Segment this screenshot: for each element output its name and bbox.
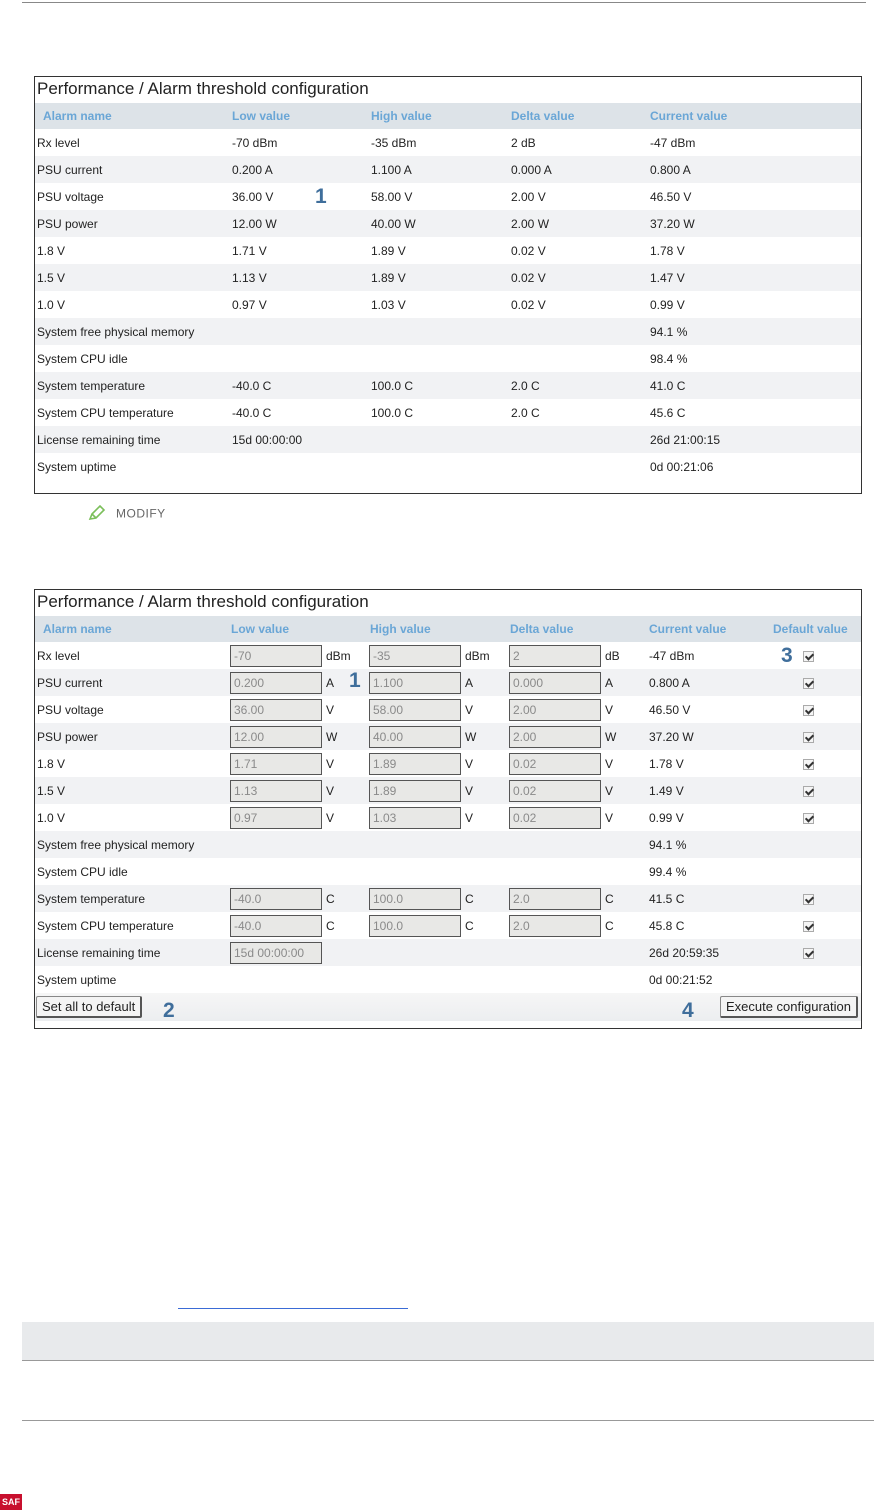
delta-value-cell bbox=[511, 453, 650, 480]
table-row bbox=[35, 939, 861, 966]
top-rule bbox=[22, 2, 866, 3]
col-delta-value: Delta value bbox=[511, 103, 650, 129]
current-value-cell: 45.8 C bbox=[649, 918, 685, 933]
delta-value-cell bbox=[510, 912, 649, 939]
default-value-cell bbox=[773, 966, 861, 993]
action-bar bbox=[35, 993, 861, 1021]
delta-value-cell: 0.000 A bbox=[511, 156, 650, 183]
delta-value-input[interactable]: 0.000 bbox=[509, 672, 601, 694]
modify-label: MODIFY bbox=[116, 506, 166, 521]
low-value-input[interactable]: 12.00 bbox=[230, 726, 322, 748]
execute-configuration-button[interactable]: Execute configuration bbox=[720, 996, 858, 1018]
unit-label: V bbox=[465, 783, 474, 798]
high-value-input[interactable]: -35 bbox=[369, 645, 461, 667]
default-value-cell bbox=[773, 885, 861, 912]
high-value-cell: 58.00 V bbox=[371, 189, 413, 204]
low-value-input[interactable]: -40.0 bbox=[230, 888, 322, 910]
current-value-cell: 98.4 % bbox=[650, 351, 688, 366]
alarm-name-cell: System CPU temperature bbox=[37, 918, 174, 933]
delta-value-cell: 0.02 V bbox=[511, 297, 546, 312]
unit-label: W bbox=[465, 729, 477, 744]
alarm-name-cell: System temperature bbox=[35, 372, 232, 399]
default-value-cell bbox=[773, 777, 861, 804]
unit-label: V bbox=[326, 783, 335, 798]
alarm-name-cell: License remaining time bbox=[35, 426, 232, 453]
delta-value-cell bbox=[510, 858, 649, 885]
low-value-cell: -40.0 C bbox=[232, 372, 371, 399]
current-value-cell: 26d 21:00:15 bbox=[650, 426, 861, 453]
high-value-input[interactable]: 1.03 bbox=[369, 807, 461, 829]
callout-4: 4 bbox=[682, 999, 694, 1022]
alarm-name-cell: System free physical memory bbox=[35, 831, 231, 858]
saf-logo: SAF bbox=[0, 1494, 22, 1510]
current-value-cell: 1.78 V bbox=[649, 756, 684, 771]
alarm-name-cell: System temperature bbox=[35, 885, 231, 912]
current-value-cell: 26d 20:59:35 bbox=[649, 939, 773, 966]
table-row bbox=[35, 399, 861, 426]
current-value-cell: 0.99 V bbox=[650, 297, 685, 312]
unit-label: V bbox=[465, 810, 474, 825]
footer-band bbox=[22, 1322, 874, 1361]
delta-value-input[interactable]: 0.02 bbox=[509, 780, 601, 802]
default-value-checkbox[interactable] bbox=[803, 732, 814, 743]
table-header-row bbox=[35, 616, 861, 642]
alarm-name-cell: PSU power bbox=[35, 723, 231, 750]
hyperlink-underline[interactable] bbox=[178, 1308, 408, 1309]
unit-label: C bbox=[605, 891, 614, 906]
unit-label: A bbox=[465, 675, 474, 690]
table-header-row bbox=[35, 103, 861, 129]
current-value-cell: 46.50 V bbox=[650, 189, 692, 204]
low-value-cell bbox=[232, 453, 371, 480]
table-row bbox=[35, 885, 861, 912]
default-value-cell bbox=[773, 750, 861, 777]
unit-label: A bbox=[326, 675, 335, 690]
high-value-cell: 100.0 C bbox=[371, 405, 414, 420]
low-value-cell: -40.0 C bbox=[232, 405, 272, 420]
delta-value-cell: 2 dB bbox=[511, 135, 536, 150]
unit-label: dBm bbox=[326, 648, 351, 663]
callout-1: 1 bbox=[315, 185, 327, 208]
high-value-cell: 1.89 V bbox=[371, 264, 511, 291]
callout-3: 3 bbox=[781, 644, 793, 667]
low-value-input[interactable]: 0.97 bbox=[230, 807, 322, 829]
delta-value-cell bbox=[510, 750, 649, 777]
delta-value-cell: 2.00 W bbox=[511, 210, 650, 237]
unit-label: dB bbox=[605, 648, 620, 663]
high-value-cell bbox=[370, 723, 510, 750]
delta-value-input[interactable]: 2.00 bbox=[509, 699, 601, 721]
high-value-cell bbox=[370, 831, 510, 858]
high-value-cell bbox=[371, 345, 511, 372]
unit-label: V bbox=[326, 702, 335, 717]
high-value-input[interactable]: 40.00 bbox=[369, 726, 461, 748]
table-row bbox=[35, 210, 861, 237]
low-value-cell bbox=[232, 318, 371, 345]
high-value-cell bbox=[370, 669, 510, 696]
alarm-name-cell: PSU current bbox=[35, 669, 231, 696]
default-value-cell bbox=[773, 831, 861, 858]
high-value-cell bbox=[370, 939, 510, 966]
delta-value-cell: 2.00 V bbox=[511, 189, 546, 204]
table-row bbox=[35, 426, 861, 453]
low-value-cell: 1.13 V bbox=[232, 264, 371, 291]
low-value-cell bbox=[231, 966, 370, 993]
delta-value-cell: 2.0 C bbox=[511, 372, 650, 399]
delta-value-cell bbox=[511, 318, 650, 345]
threshold-edit-table bbox=[35, 616, 861, 993]
delta-value-cell bbox=[510, 885, 649, 912]
low-value-cell bbox=[231, 750, 370, 777]
low-value-input[interactable]: 36.00 bbox=[230, 699, 322, 721]
table-row bbox=[35, 696, 861, 723]
set-all-default-button[interactable]: Set all to default bbox=[36, 996, 142, 1018]
table-row bbox=[35, 291, 861, 318]
high-value-cell bbox=[371, 426, 511, 453]
low-value-cell bbox=[231, 642, 370, 669]
footer-rule bbox=[22, 1420, 874, 1421]
high-value-cell bbox=[370, 966, 510, 993]
alarm-name-cell: System CPU temperature bbox=[37, 405, 174, 420]
alarm-name-cell: 1.8 V bbox=[37, 243, 66, 258]
alarm-name-cell: PSU voltage bbox=[37, 702, 104, 717]
default-value-checkbox[interactable] bbox=[803, 678, 814, 689]
high-value-cell bbox=[370, 804, 510, 831]
high-value-cell bbox=[370, 642, 510, 669]
low-value-input[interactable]: 1.71 bbox=[230, 753, 322, 775]
high-value-cell bbox=[370, 912, 510, 939]
table-row bbox=[35, 831, 861, 858]
unit-label: C bbox=[465, 891, 474, 906]
callout-2: 2 bbox=[163, 999, 175, 1022]
current-value-cell: 41.0 C bbox=[650, 372, 861, 399]
col-delta-value: Delta value bbox=[510, 616, 649, 642]
table-row bbox=[35, 372, 861, 399]
alarm-name-cell: 1.0 V bbox=[37, 810, 66, 825]
table-row bbox=[35, 129, 861, 156]
unit-label: C bbox=[326, 918, 335, 933]
high-value-input[interactable]: 1.89 bbox=[369, 780, 461, 802]
alarm-name-cell: System CPU idle bbox=[37, 351, 128, 366]
current-value-cell: 1.49 V bbox=[649, 777, 773, 804]
table-row bbox=[35, 237, 861, 264]
default-value-checkbox[interactable] bbox=[803, 813, 814, 824]
high-value-input[interactable]: 100.0 bbox=[369, 888, 461, 910]
low-value-cell bbox=[231, 858, 370, 885]
unit-label: C bbox=[326, 891, 335, 906]
delta-value-cell bbox=[510, 777, 649, 804]
unit-label: A bbox=[605, 675, 614, 690]
low-value-input[interactable]: 15d 00:00:00 bbox=[230, 942, 322, 964]
delta-value-cell bbox=[510, 669, 649, 696]
table-row bbox=[35, 777, 861, 804]
alarm-name-cell: PSU voltage bbox=[37, 189, 104, 204]
col-high-value: High value bbox=[371, 103, 511, 129]
current-value-cell: 46.50 V bbox=[649, 702, 691, 717]
threshold-edit-panel bbox=[34, 589, 862, 1029]
default-value-checkbox[interactable] bbox=[803, 948, 814, 959]
col-alarm-name: Alarm name bbox=[35, 616, 231, 642]
current-value-cell: 0.800 A bbox=[649, 669, 773, 696]
high-value-input[interactable]: 100.0 bbox=[369, 915, 461, 937]
low-value-input[interactable]: -40.0 bbox=[230, 915, 322, 937]
col-low-value: Low value bbox=[231, 616, 370, 642]
table-row bbox=[35, 183, 861, 210]
current-value-cell: 0.800 A bbox=[650, 156, 861, 183]
low-value-cell: 0.97 V bbox=[232, 297, 267, 312]
alarm-name-cell: Rx level bbox=[37, 135, 80, 150]
alarm-name-cell: Rx level bbox=[37, 648, 80, 663]
high-value-input[interactable]: 58.00 bbox=[369, 699, 461, 721]
unit-label: V bbox=[605, 702, 614, 717]
default-value-cell bbox=[773, 669, 861, 696]
delta-value-cell: 0.02 V bbox=[511, 264, 650, 291]
col-low-value: Low value bbox=[232, 103, 371, 129]
low-value-cell: 1.71 V bbox=[232, 243, 267, 258]
modify-button[interactable] bbox=[88, 505, 166, 524]
delta-value-cell bbox=[510, 966, 649, 993]
alarm-name-cell: 1.5 V bbox=[35, 777, 231, 804]
default-value-cell bbox=[773, 804, 861, 831]
unit-label: dBm bbox=[465, 648, 490, 663]
high-value-cell: 1.89 V bbox=[371, 243, 406, 258]
alarm-name-cell: PSU current bbox=[35, 156, 232, 183]
current-value-cell: 41.5 C bbox=[649, 885, 773, 912]
high-value-cell: 40.00 W bbox=[371, 210, 511, 237]
low-value-cell bbox=[231, 777, 370, 804]
high-value-input[interactable]: 1.89 bbox=[369, 753, 461, 775]
default-value-checkbox[interactable] bbox=[803, 759, 814, 770]
low-value-cell bbox=[231, 696, 370, 723]
table-row bbox=[35, 669, 861, 696]
alarm-name-cell: License remaining time bbox=[35, 939, 231, 966]
table-row bbox=[35, 345, 861, 372]
high-value-input[interactable]: 1.100 bbox=[369, 672, 461, 694]
current-value-cell: 94.1 % bbox=[649, 831, 773, 858]
delta-value-cell bbox=[510, 723, 649, 750]
alarm-name-cell: PSU power bbox=[35, 210, 232, 237]
high-value-cell bbox=[370, 777, 510, 804]
table-row bbox=[35, 264, 861, 291]
default-value-cell bbox=[773, 912, 861, 939]
delta-value-cell bbox=[510, 642, 649, 669]
high-value-cell: 1.03 V bbox=[371, 297, 406, 312]
delta-value-cell bbox=[511, 426, 650, 453]
delta-value-cell bbox=[510, 831, 649, 858]
table-row bbox=[35, 804, 861, 831]
unit-label: C bbox=[605, 918, 614, 933]
current-value-cell: -47 dBm bbox=[649, 648, 695, 663]
col-current-value: Current value bbox=[650, 103, 861, 129]
unit-label: W bbox=[605, 729, 617, 744]
current-value-cell: 99.4 % bbox=[649, 864, 687, 879]
unit-label: V bbox=[465, 756, 474, 771]
threshold-view-panel bbox=[34, 76, 862, 494]
low-value-cell bbox=[232, 345, 371, 372]
table-row bbox=[35, 912, 861, 939]
low-value-cell: 15d 00:00:00 bbox=[232, 426, 371, 453]
delta-value-cell bbox=[510, 804, 649, 831]
current-value-cell: 45.6 C bbox=[650, 405, 686, 420]
delta-value-cell: 0.02 V bbox=[511, 243, 546, 258]
default-value-cell bbox=[773, 939, 861, 966]
panel-title: Performance / Alarm threshold configuration bbox=[37, 79, 369, 98]
low-value-cell bbox=[231, 912, 370, 939]
default-value-checkbox[interactable] bbox=[803, 921, 814, 932]
delta-value-input[interactable]: 0.02 bbox=[509, 753, 601, 775]
current-value-cell: 1.47 V bbox=[650, 264, 861, 291]
high-value-cell bbox=[370, 885, 510, 912]
unit-label: V bbox=[326, 810, 335, 825]
delta-value-cell bbox=[510, 696, 649, 723]
current-value-cell: -47 dBm bbox=[650, 135, 696, 150]
unit-label: V bbox=[605, 783, 614, 798]
table-row bbox=[35, 723, 861, 750]
unit-label: C bbox=[465, 918, 474, 933]
callout-1: 1 bbox=[349, 669, 361, 692]
low-value-input[interactable]: -70 bbox=[230, 645, 322, 667]
current-value-cell: 37.20 W bbox=[649, 723, 773, 750]
delta-value-cell bbox=[511, 345, 650, 372]
low-value-cell: 0.200 A bbox=[232, 156, 371, 183]
col-default-value: Default value bbox=[773, 616, 861, 642]
alarm-name-cell: System free physical memory bbox=[35, 318, 232, 345]
delta-value-input[interactable]: 2.0 bbox=[509, 915, 601, 937]
default-value-checkbox[interactable] bbox=[803, 651, 814, 662]
low-value-cell: -70 dBm bbox=[232, 135, 278, 150]
default-value-cell bbox=[773, 696, 861, 723]
low-value-cell bbox=[231, 939, 370, 966]
panel-title: Performance / Alarm threshold configuration bbox=[37, 592, 369, 611]
delta-value-input[interactable]: 2.0 bbox=[509, 888, 601, 910]
current-value-cell: 0.99 V bbox=[649, 810, 684, 825]
high-value-cell: 100.0 C bbox=[371, 372, 511, 399]
alarm-name-cell: System uptime bbox=[37, 972, 117, 987]
table-row bbox=[35, 156, 861, 183]
default-value-checkbox[interactable] bbox=[803, 894, 814, 905]
unit-label: V bbox=[465, 702, 474, 717]
delta-value-input[interactable]: 2 bbox=[509, 645, 601, 667]
table-row bbox=[35, 858, 861, 885]
high-value-cell bbox=[371, 318, 511, 345]
default-value-checkbox[interactable] bbox=[803, 786, 814, 797]
table-row bbox=[35, 966, 861, 993]
high-value-cell bbox=[370, 858, 510, 885]
delta-value-cell bbox=[510, 939, 649, 966]
low-value-cell bbox=[231, 804, 370, 831]
current-value-cell: 0d 00:21:52 bbox=[649, 972, 713, 987]
low-value-cell: 12.00 W bbox=[232, 210, 371, 237]
table-row bbox=[35, 750, 861, 777]
low-value-cell bbox=[231, 831, 370, 858]
delta-value-cell: 2.0 C bbox=[511, 405, 540, 420]
unit-label: V bbox=[605, 810, 614, 825]
low-value-input[interactable]: 0.200 bbox=[230, 672, 322, 694]
low-value-input[interactable]: 1.13 bbox=[230, 780, 322, 802]
alarm-name-cell: 1.8 V bbox=[37, 756, 66, 771]
current-value-cell: 37.20 W bbox=[650, 210, 861, 237]
default-value-checkbox[interactable] bbox=[803, 705, 814, 716]
low-value-cell: 36.00 V bbox=[232, 189, 274, 204]
table-row bbox=[35, 642, 861, 669]
delta-value-input[interactable]: 0.02 bbox=[509, 807, 601, 829]
col-alarm-name: Alarm name bbox=[35, 103, 232, 129]
alarm-name-cell: 1.0 V bbox=[37, 297, 66, 312]
current-value-cell: 94.1 % bbox=[650, 318, 861, 345]
low-value-cell bbox=[231, 723, 370, 750]
high-value-cell bbox=[370, 696, 510, 723]
high-value-cell bbox=[371, 453, 511, 480]
pencil-icon bbox=[88, 505, 106, 524]
delta-value-input[interactable]: 2.00 bbox=[509, 726, 601, 748]
alarm-name-cell: System CPU idle bbox=[37, 864, 128, 879]
unit-label: V bbox=[326, 756, 335, 771]
alarm-name-cell: 1.5 V bbox=[35, 264, 232, 291]
col-current-value: Current value bbox=[649, 616, 773, 642]
threshold-view-table bbox=[35, 103, 861, 480]
current-value-cell: 1.78 V bbox=[650, 243, 685, 258]
col-high-value: High value bbox=[370, 616, 510, 642]
table-row bbox=[35, 318, 861, 345]
default-value-cell bbox=[773, 723, 861, 750]
current-value-cell: 0d 00:21:06 bbox=[650, 459, 714, 474]
high-value-cell: 1.100 A bbox=[371, 156, 511, 183]
table-row bbox=[35, 453, 861, 480]
high-value-cell bbox=[370, 750, 510, 777]
high-value-cell: -35 dBm bbox=[371, 135, 417, 150]
unit-label: V bbox=[605, 756, 614, 771]
unit-label: W bbox=[326, 729, 338, 744]
default-value-cell bbox=[773, 858, 861, 885]
alarm-name-cell: System uptime bbox=[37, 459, 117, 474]
low-value-cell bbox=[231, 885, 370, 912]
